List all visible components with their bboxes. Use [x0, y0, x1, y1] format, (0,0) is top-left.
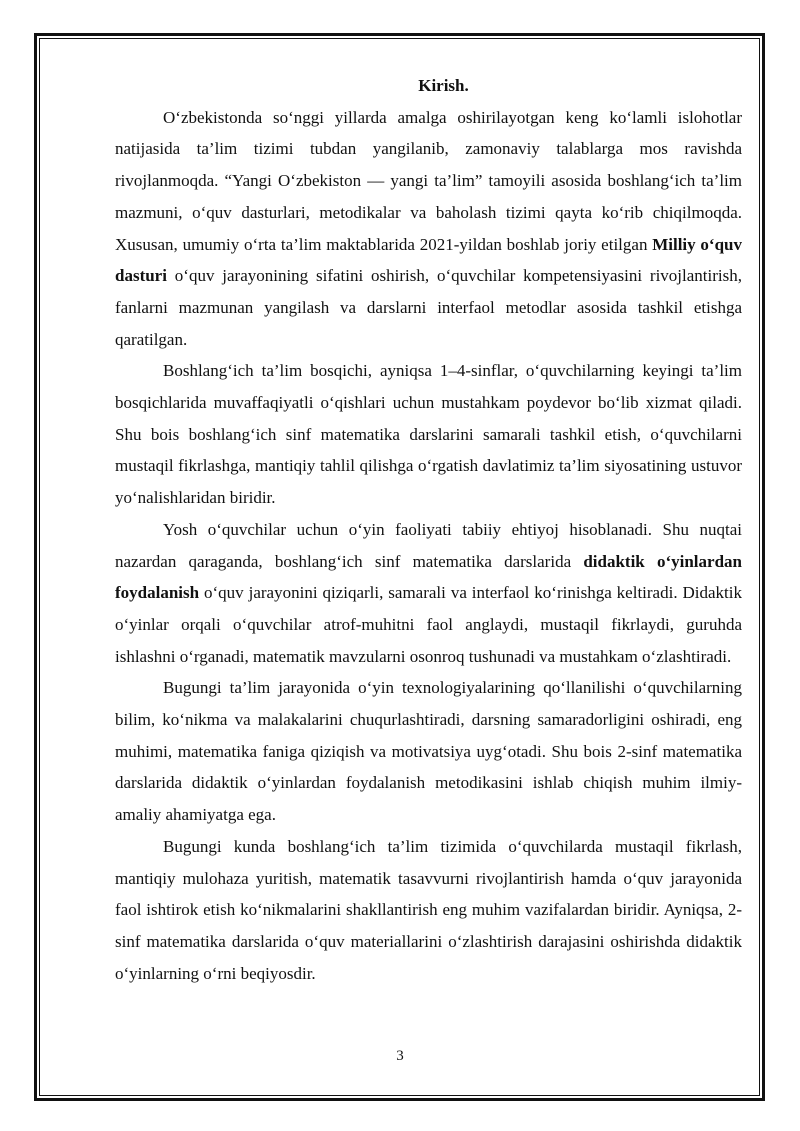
paragraph	[115, 672, 742, 831]
paragraph	[115, 355, 742, 514]
paragraph-text: Yosh o‘quvchilar uchun o‘yin faoliyati tabiiy ehtiyoj hisoblanadi. Shu nuqtai nazardan qaraganda, boshlang‘ich sinf matematika darslarida	[115, 519, 742, 571]
paragraphs-container	[115, 102, 742, 990]
paragraph-text: o‘quv jarayonining sifatini oshirish, o‘quvchilar kompetensiyasini rivojlantirish, fanlarni mazmunan yangilash va darslarni interfaol metodlar asosida tashkil etishga qaratilgan.	[115, 266, 742, 349]
paragraph-text: o‘quv jarayonini qiziqarli, samarali va interfaol ko‘rinishga keltiradi. Didaktik o‘yinlar orqali o‘quvchilar atrof-muhitni faol anglaydi, mustaqil fikrlaydi, guruhda ishlashni o‘rganadi, matematik mavzularni osonroq tushunadi va mustahkam o‘zlashtiradi.	[115, 583, 742, 666]
paragraph-text: Boshlang‘ich ta’lim bosqichi, ayniqsa 1–4-sinflar, o‘quvchilarning keyingi ta’lim bosqichlarida muvaffaqiyatli o‘qishlari uchun mustahkam poydevor bo‘lib xizmat qiladi. Shu bois boshlang‘ich sinf matematika darslarini samarali tashkil etish, o‘quvchilarni mustaqil fikrlashga, mantiqiy tahlil qilishga o‘rgatish davlatimiz ta’lim siyosatining ustuvor yo‘nalishlaridan biridir.	[115, 361, 742, 508]
paragraph-text: Bugungi ta’lim jarayonida o‘yin texnologiyalarining qo‘llanilishi o‘quvchilarning bilim, ko‘nikma va malakalarini chuqurlashtiradi, darsning samaradorligini oshiradi, eng muhimi, matematika faniga qiziqish va motivatsiya uyg‘otadi. Shu bois 2-sinf matematika darslarida didaktik o‘yinlardan foydalanish metodikasini ishlab chiqish muhim ilmiy-amaliy ahamiyatga ega.	[115, 678, 742, 825]
paragraph	[115, 514, 742, 673]
paragraph-text: Bugungi kunda boshlang‘ich ta’lim tizimida o‘quvchilarda mustaqil fikrlash, mantiqiy mulohaza yuritish, matematik tasavvurni rivojlantirish hamda o‘quv jarayonida faol ishtirok etish ko‘nikmalarini shakllantirish eng muhim vazifalardan biridir. Ayniqsa, 2-sinf matematika darslarida o‘quv materiallarini o‘zlashtirish darajasini oshirishda didaktik o‘yinlarning o‘rni beqiyosdir.	[115, 836, 742, 983]
paragraph	[115, 102, 742, 356]
page-number: 3	[396, 1048, 404, 1064]
paragraph	[115, 831, 742, 990]
bold-text: didaktik o‘yinlardan foydalanish	[115, 551, 742, 603]
section-title: Kirish.	[418, 76, 469, 95]
paragraph-text: O‘zbekistonda so‘nggi yillarda amalga oshirilayotgan keng ko‘lamli islohotlar natijasida ta’lim tizimi tubdan yangilanib, zamonaviy talablarga mos ravishda rivojlanmoqda. “Yangi O‘zbekiston — yangi ta’lim” tamoyili asosida boshlang‘ich ta’lim mazmuni, o‘quv dasturlari, metodikalar va baholash tizimi qayta ko‘rib chiqilmoqda. Xususan, umumiy o‘rta ta’lim maktablarida 2021-yildan boshlab joriy etilgan	[115, 107, 742, 254]
document-body	[115, 70, 742, 989]
bold-text: Milliy o‘quv dasturi	[115, 234, 742, 286]
